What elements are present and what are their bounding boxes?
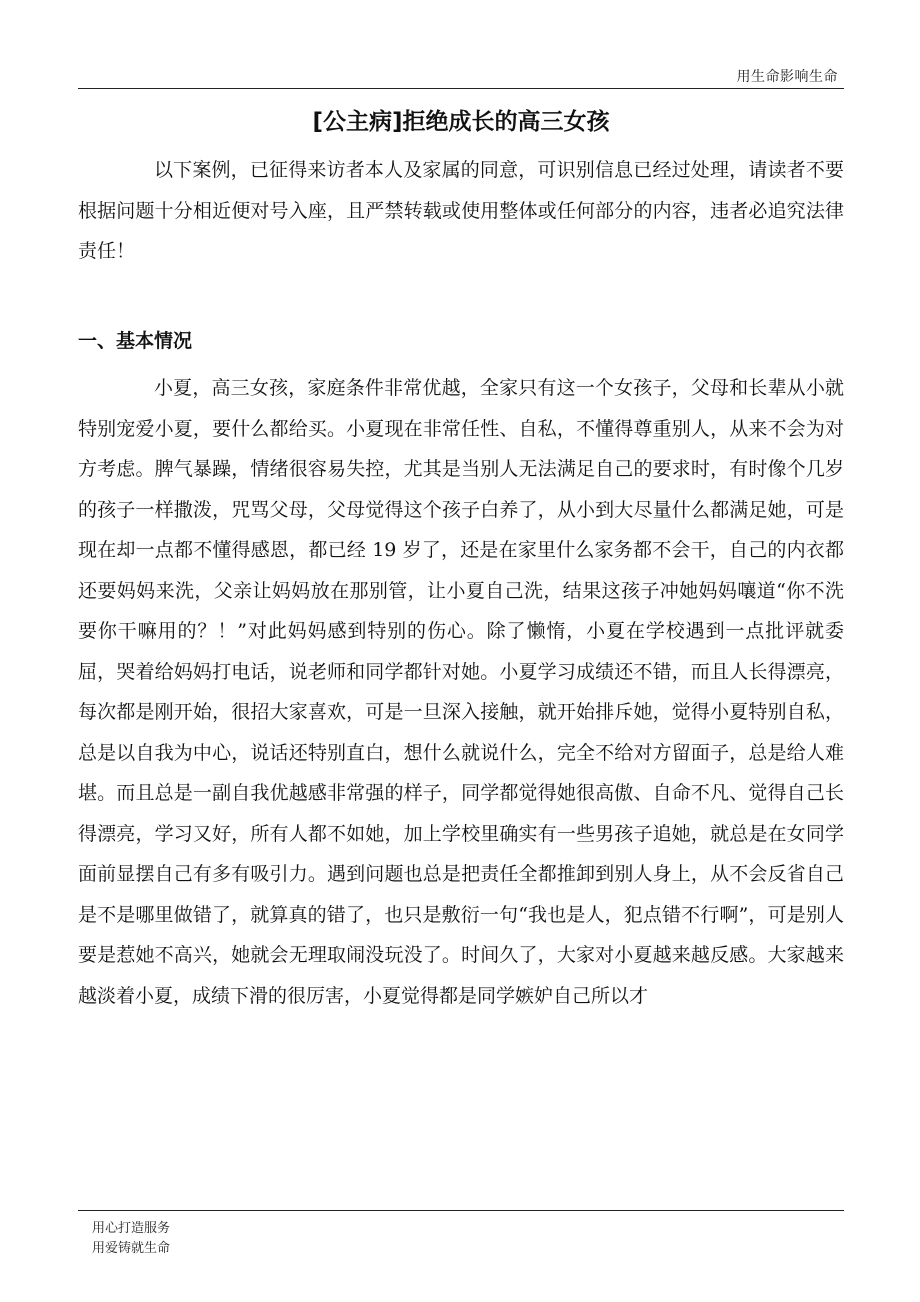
footer-line-2: 用爱铸就生命 — [92, 1241, 171, 1256]
section-heading-basic-info: 一、基本情况 — [78, 330, 193, 352]
page-header-text: 用生命影响生命 — [736, 69, 838, 85]
footer-line-1: 用心打造服务 — [92, 1221, 171, 1236]
notice-paragraph: 以下案例，已征得来访者本人及家属的同意，可识别信息已经过处理，请读者不要根据问题十分相近便对号入座，且严禁转载或使用整体或任何部分的内容，违者必追究法律责任！ — [78, 159, 844, 262]
header-divider — [78, 88, 844, 89]
footer-divider — [78, 1210, 844, 1211]
case-description-paragraph: 小夏，高三女孩，家庭条件非常优越，全家只有这一个女孩子，父母和长辈从小就特别宠爱小夏，要什么都给买。小夏现在非常任性、自私，不懂得尊重别人，从来不会为对方考虑。脾气暴躁，情绪很容易失控，尤其是当别人无法满足自己的要求时，有时像个几岁的孩子一样撒泼，咒骂父母，父母觉得这个孩子白养了，从小到大尽量什么都满足她，可是现在却一点都不懂得感恩，都已经 19 岁了，还是在家里什么家务都不会干，自己的内衣都还要妈妈来洗，父亲让妈妈放在那别管，让小夏自己洗，结果这孩子冲她妈妈嚷道“你不洗要你干嘛用的？！”对此妈妈感到特别的伤心。除了懒惰，小夏在学校遇到一点批评就委屈，哭着给妈妈打电话，说老师和同学都针对她。小夏学习成绩还不错，而且人长得漂亮，每次都是刚开始，很招大家喜欢，可是一旦深入接触，就开始排斥她，觉得小夏特别自私，总是以自我为中心，说话还特别直白，想什么就说什么，完全不给对方留面子，总是给人难堪。而且总是一副自我优越感非常强的样子，同学都觉得她很高傲、自命不凡、觉得自己长得漂亮，学习又好，所有人都不如她，加上学校里确实有一些男孩子追她，就总是在女同学面前显摆自己有多有吸引力。遇到问题也总是把责任全都推卸到别人身上，从不会反省自己是不是哪里做错了，就算真的错了，也只是敷衍一句“我也是人，犯点错不行啊”，可是别人要是惹她不高兴，她就会无理取闹没玩没了。时间久了，大家对小夏越来越反感。大家越来越淡着小夏，成绩下滑的很厉害，小夏觉得都是同学嫉妒自己所以才 — [78, 377, 844, 1007]
document-title: [公主病]拒绝成长的高三女孩 — [312, 109, 610, 135]
